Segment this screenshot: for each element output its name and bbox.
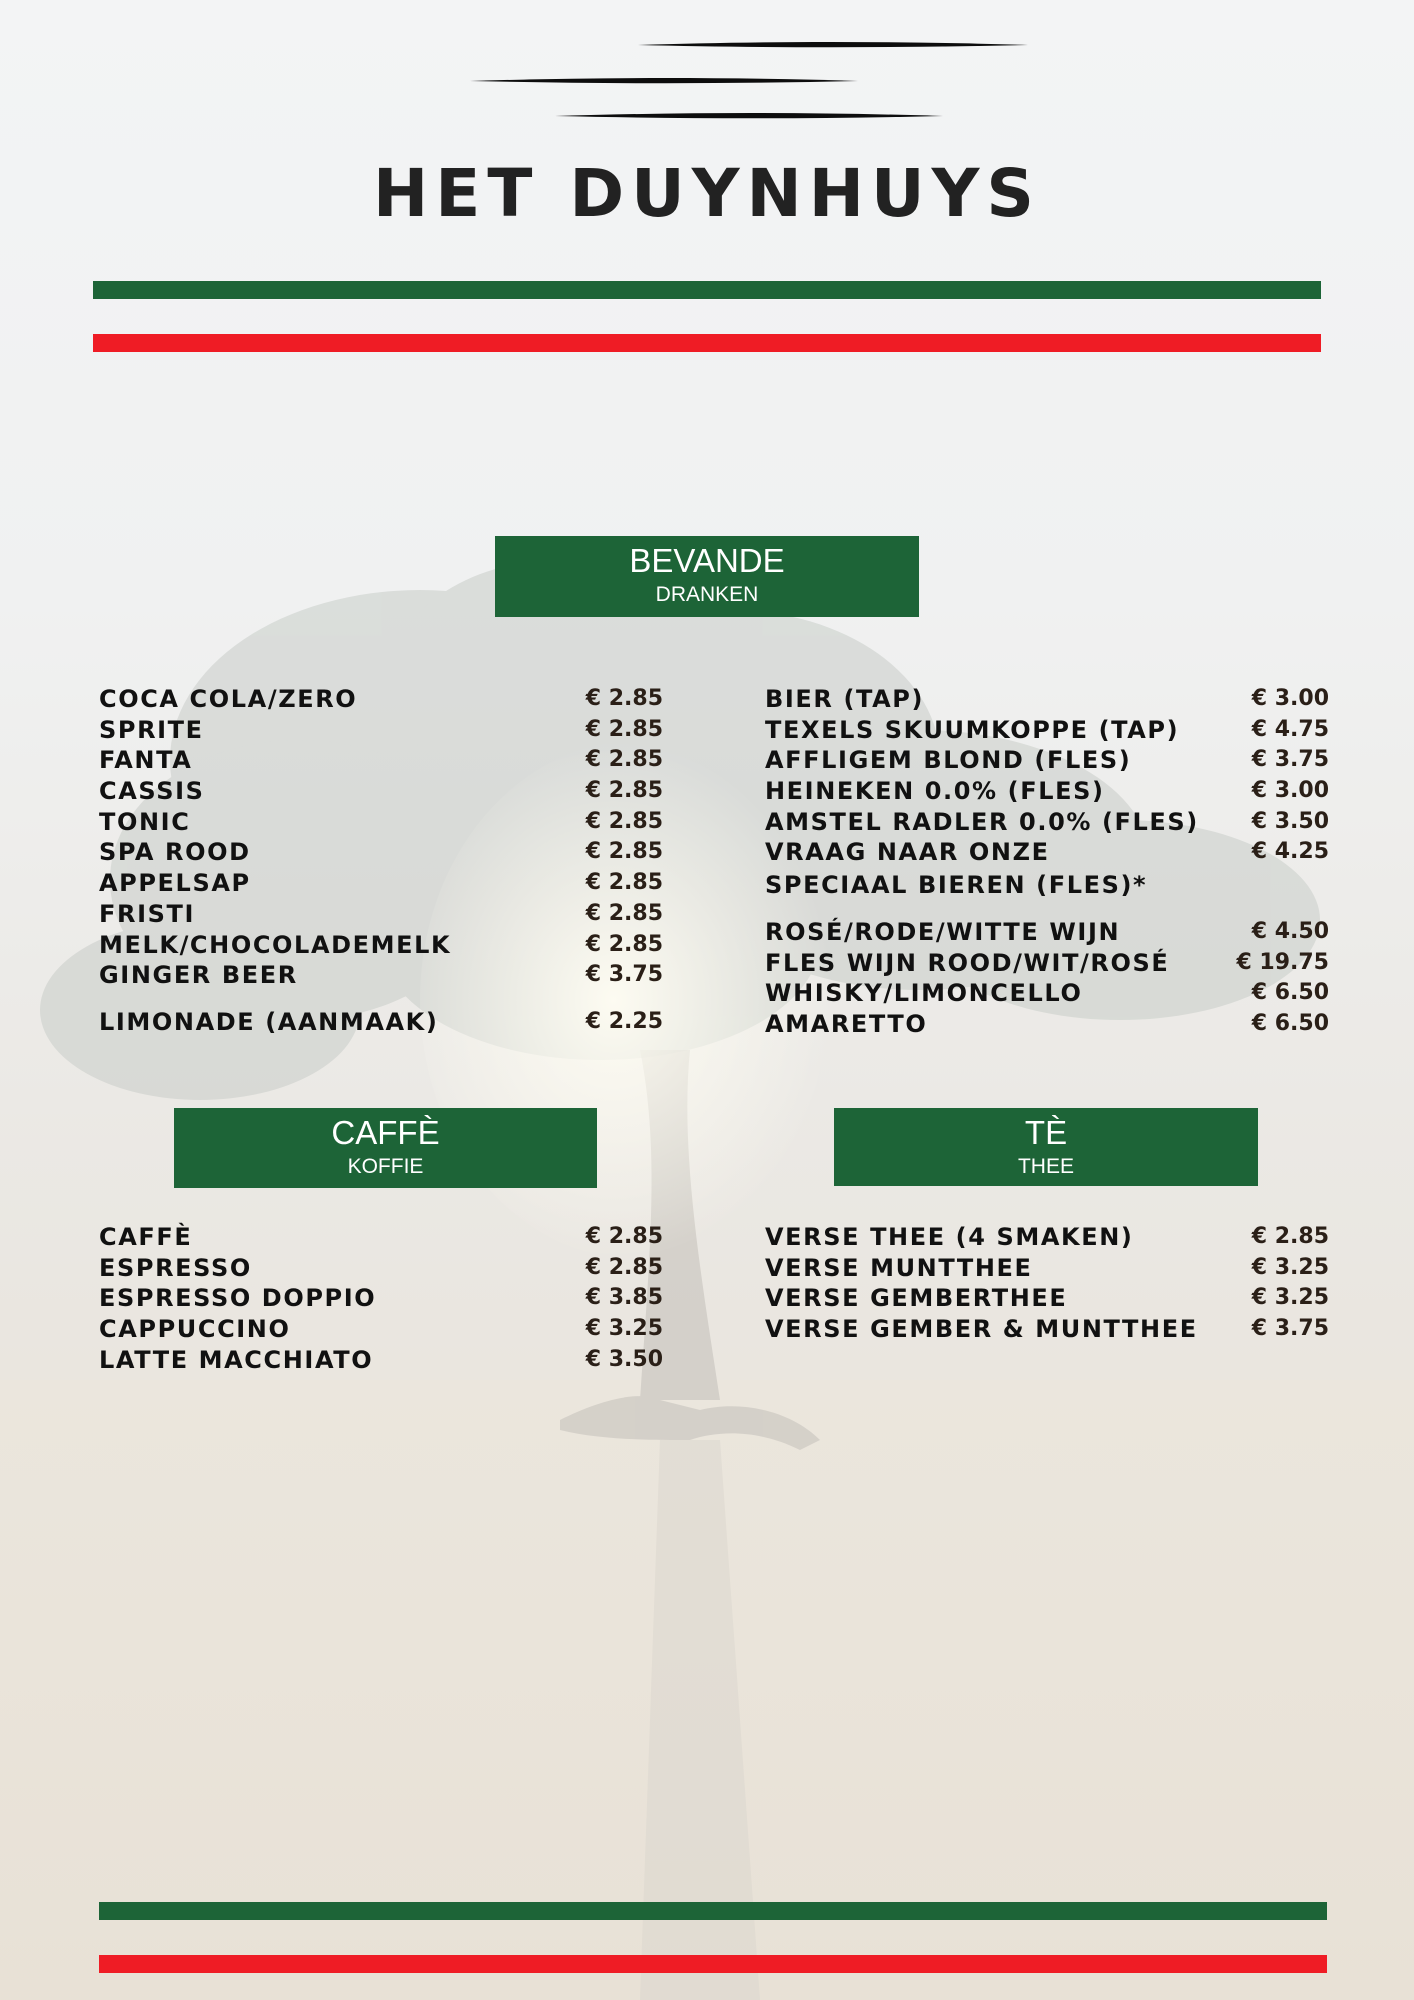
item-name: BIER (TAP) (765, 685, 925, 713)
item-name: CASSIS (99, 777, 205, 806)
item-price: € 4.25 (1251, 839, 1329, 865)
list-item (99, 1283, 663, 1314)
item-price: € 4.75 (1251, 716, 1329, 742)
item-name: AMARETTO (765, 1009, 928, 1038)
bevande-left-list (99, 684, 663, 1038)
item-name: FRISTI (99, 899, 195, 928)
list-item (765, 978, 1329, 1009)
list-item (765, 745, 1329, 776)
item-name: ESPRESSO DOPPIO (99, 1284, 377, 1313)
item-name: HEINEKEN 0.0% (FLES) (765, 777, 1105, 806)
item-price: € 3.00 (1251, 686, 1329, 711)
item-price: € 2.85 (585, 778, 663, 804)
item-name: SPA ROOD (99, 838, 251, 867)
item-price: € 3.75 (1251, 747, 1329, 773)
caffe-title: CAFFÈ (331, 1114, 440, 1151)
item-name: CAFFÈ (99, 1223, 193, 1251)
item-name: CAPPUCCINO (99, 1315, 291, 1344)
item-price: € 19.75 (1236, 949, 1329, 975)
item-name: MELK/CHOCOLADEMELK (99, 930, 452, 959)
item-price: € 3.50 (585, 1346, 663, 1372)
item-name: VERSE THEE (4 SMAKEN) (765, 1223, 1134, 1251)
list-item (765, 776, 1329, 807)
list-item (765, 1222, 1329, 1253)
bevande-subtitle: DRANKEN (655, 583, 759, 606)
item-price: € 3.25 (1251, 1254, 1329, 1280)
item-name: ESPRESSO (99, 1253, 252, 1282)
item-price: € 4.50 (1251, 918, 1329, 944)
item-name: TONIC (99, 807, 191, 836)
list-item (765, 715, 1329, 746)
bevande-title: BEVANDE (629, 542, 785, 579)
item-price: € 2.25 (585, 1008, 663, 1034)
item-name: VERSE MUNTTHEE (765, 1253, 1033, 1282)
item-name: LIMONADE (AANMAAK) (99, 1007, 439, 1036)
item-name: AMSTEL RADLER 0.0% (FLES) (765, 807, 1199, 836)
list-item (99, 1253, 663, 1284)
list-item (99, 1345, 663, 1376)
list-item (99, 776, 663, 807)
item-name: AFFLIGEM BLOND (FLES) (765, 746, 1132, 775)
item-price: € 3.50 (1251, 808, 1329, 834)
item-price: € 3.75 (585, 962, 663, 988)
list-item (99, 1314, 663, 1345)
item-name: COCA COLA/ZERO (99, 685, 358, 713)
item-price: € 3.85 (585, 1285, 663, 1311)
brush-strokes-decoration (0, 0, 1414, 140)
bottom-green-stripe (99, 1902, 1327, 1920)
item-price: € 2.85 (585, 839, 663, 865)
list-item (99, 868, 663, 899)
item-price: € 3.25 (585, 1316, 663, 1342)
list-item (99, 1007, 663, 1038)
te-list (765, 1222, 1329, 1345)
top-red-stripe (93, 334, 1321, 352)
list-item (99, 1222, 663, 1253)
item-price: € 3.00 (1251, 778, 1329, 804)
list-item (99, 807, 663, 838)
caffe-heading (174, 1108, 597, 1188)
list-item (99, 837, 663, 868)
item-price: € 3.75 (1251, 1316, 1329, 1342)
list-item (99, 715, 663, 746)
item-price: € 2.85 (585, 870, 663, 896)
item-name: WHISKY/LIMONCELLO (765, 979, 1083, 1008)
list-item (765, 1283, 1329, 1314)
item-name: ROSÉ/RODE/WITTE WIJN (765, 917, 1121, 946)
list-item (765, 948, 1329, 979)
list-item (765, 917, 1329, 948)
item-price: € 3.25 (1251, 1285, 1329, 1311)
top-green-stripe (93, 281, 1321, 299)
item-name: APPELSAP (99, 869, 251, 898)
caffe-list (99, 1222, 663, 1375)
te-subtitle: THEE (1017, 1155, 1074, 1178)
item-name: VERSE GEMBER & MUNTTHEE (765, 1315, 1198, 1344)
list-item (99, 745, 663, 776)
list-item (765, 1314, 1329, 1345)
item-name: VRAAG NAAR ONZE (765, 838, 1050, 867)
item-price: € 2.85 (585, 1254, 663, 1280)
list-item (765, 870, 1329, 901)
item-price: € 6.50 (1251, 980, 1329, 1006)
caffe-subtitle: KOFFIE (347, 1155, 424, 1178)
list-item (765, 684, 1329, 715)
bevande-heading (495, 536, 919, 617)
item-price: € 2.85 (585, 1224, 663, 1249)
item-name: SPRITE (99, 715, 204, 744)
list-item (99, 930, 663, 961)
list-item (765, 837, 1329, 868)
list-item (765, 807, 1329, 838)
item-price: € 6.50 (1251, 1010, 1329, 1036)
item-price: € 2.85 (1251, 1224, 1329, 1249)
item-price: € 2.85 (585, 747, 663, 773)
list-item (99, 684, 663, 715)
item-price: € 2.85 (585, 686, 663, 711)
item-name: TEXELS SKUUMKOPPE (TAP) (765, 715, 1180, 744)
item-name: GINGER BEER (99, 961, 298, 990)
page-title: HET DUYNHUYS (373, 155, 1041, 232)
list-item (99, 960, 663, 991)
item-price: € 2.85 (585, 900, 663, 926)
bevande-right-list (765, 684, 1329, 1040)
item-name: VERSE GEMBERTHEE (765, 1284, 1068, 1313)
item-name: FLES WIJN ROOD/WIT/ROSÉ (765, 948, 1170, 977)
list-item (765, 1009, 1329, 1040)
item-name: SPECIAAL BIEREN (FLES)* (765, 871, 1148, 900)
te-title: TÈ (1024, 1114, 1068, 1151)
item-name: LATTE MACCHIATO (99, 1345, 374, 1374)
item-price: € 2.85 (585, 716, 663, 742)
list-item (99, 899, 663, 930)
item-price: € 2.85 (585, 931, 663, 957)
te-heading (834, 1108, 1258, 1186)
item-price: € 2.85 (585, 808, 663, 834)
bottom-red-stripe (99, 1955, 1327, 1973)
item-name: FANTA (99, 746, 193, 775)
list-item (765, 1253, 1329, 1284)
